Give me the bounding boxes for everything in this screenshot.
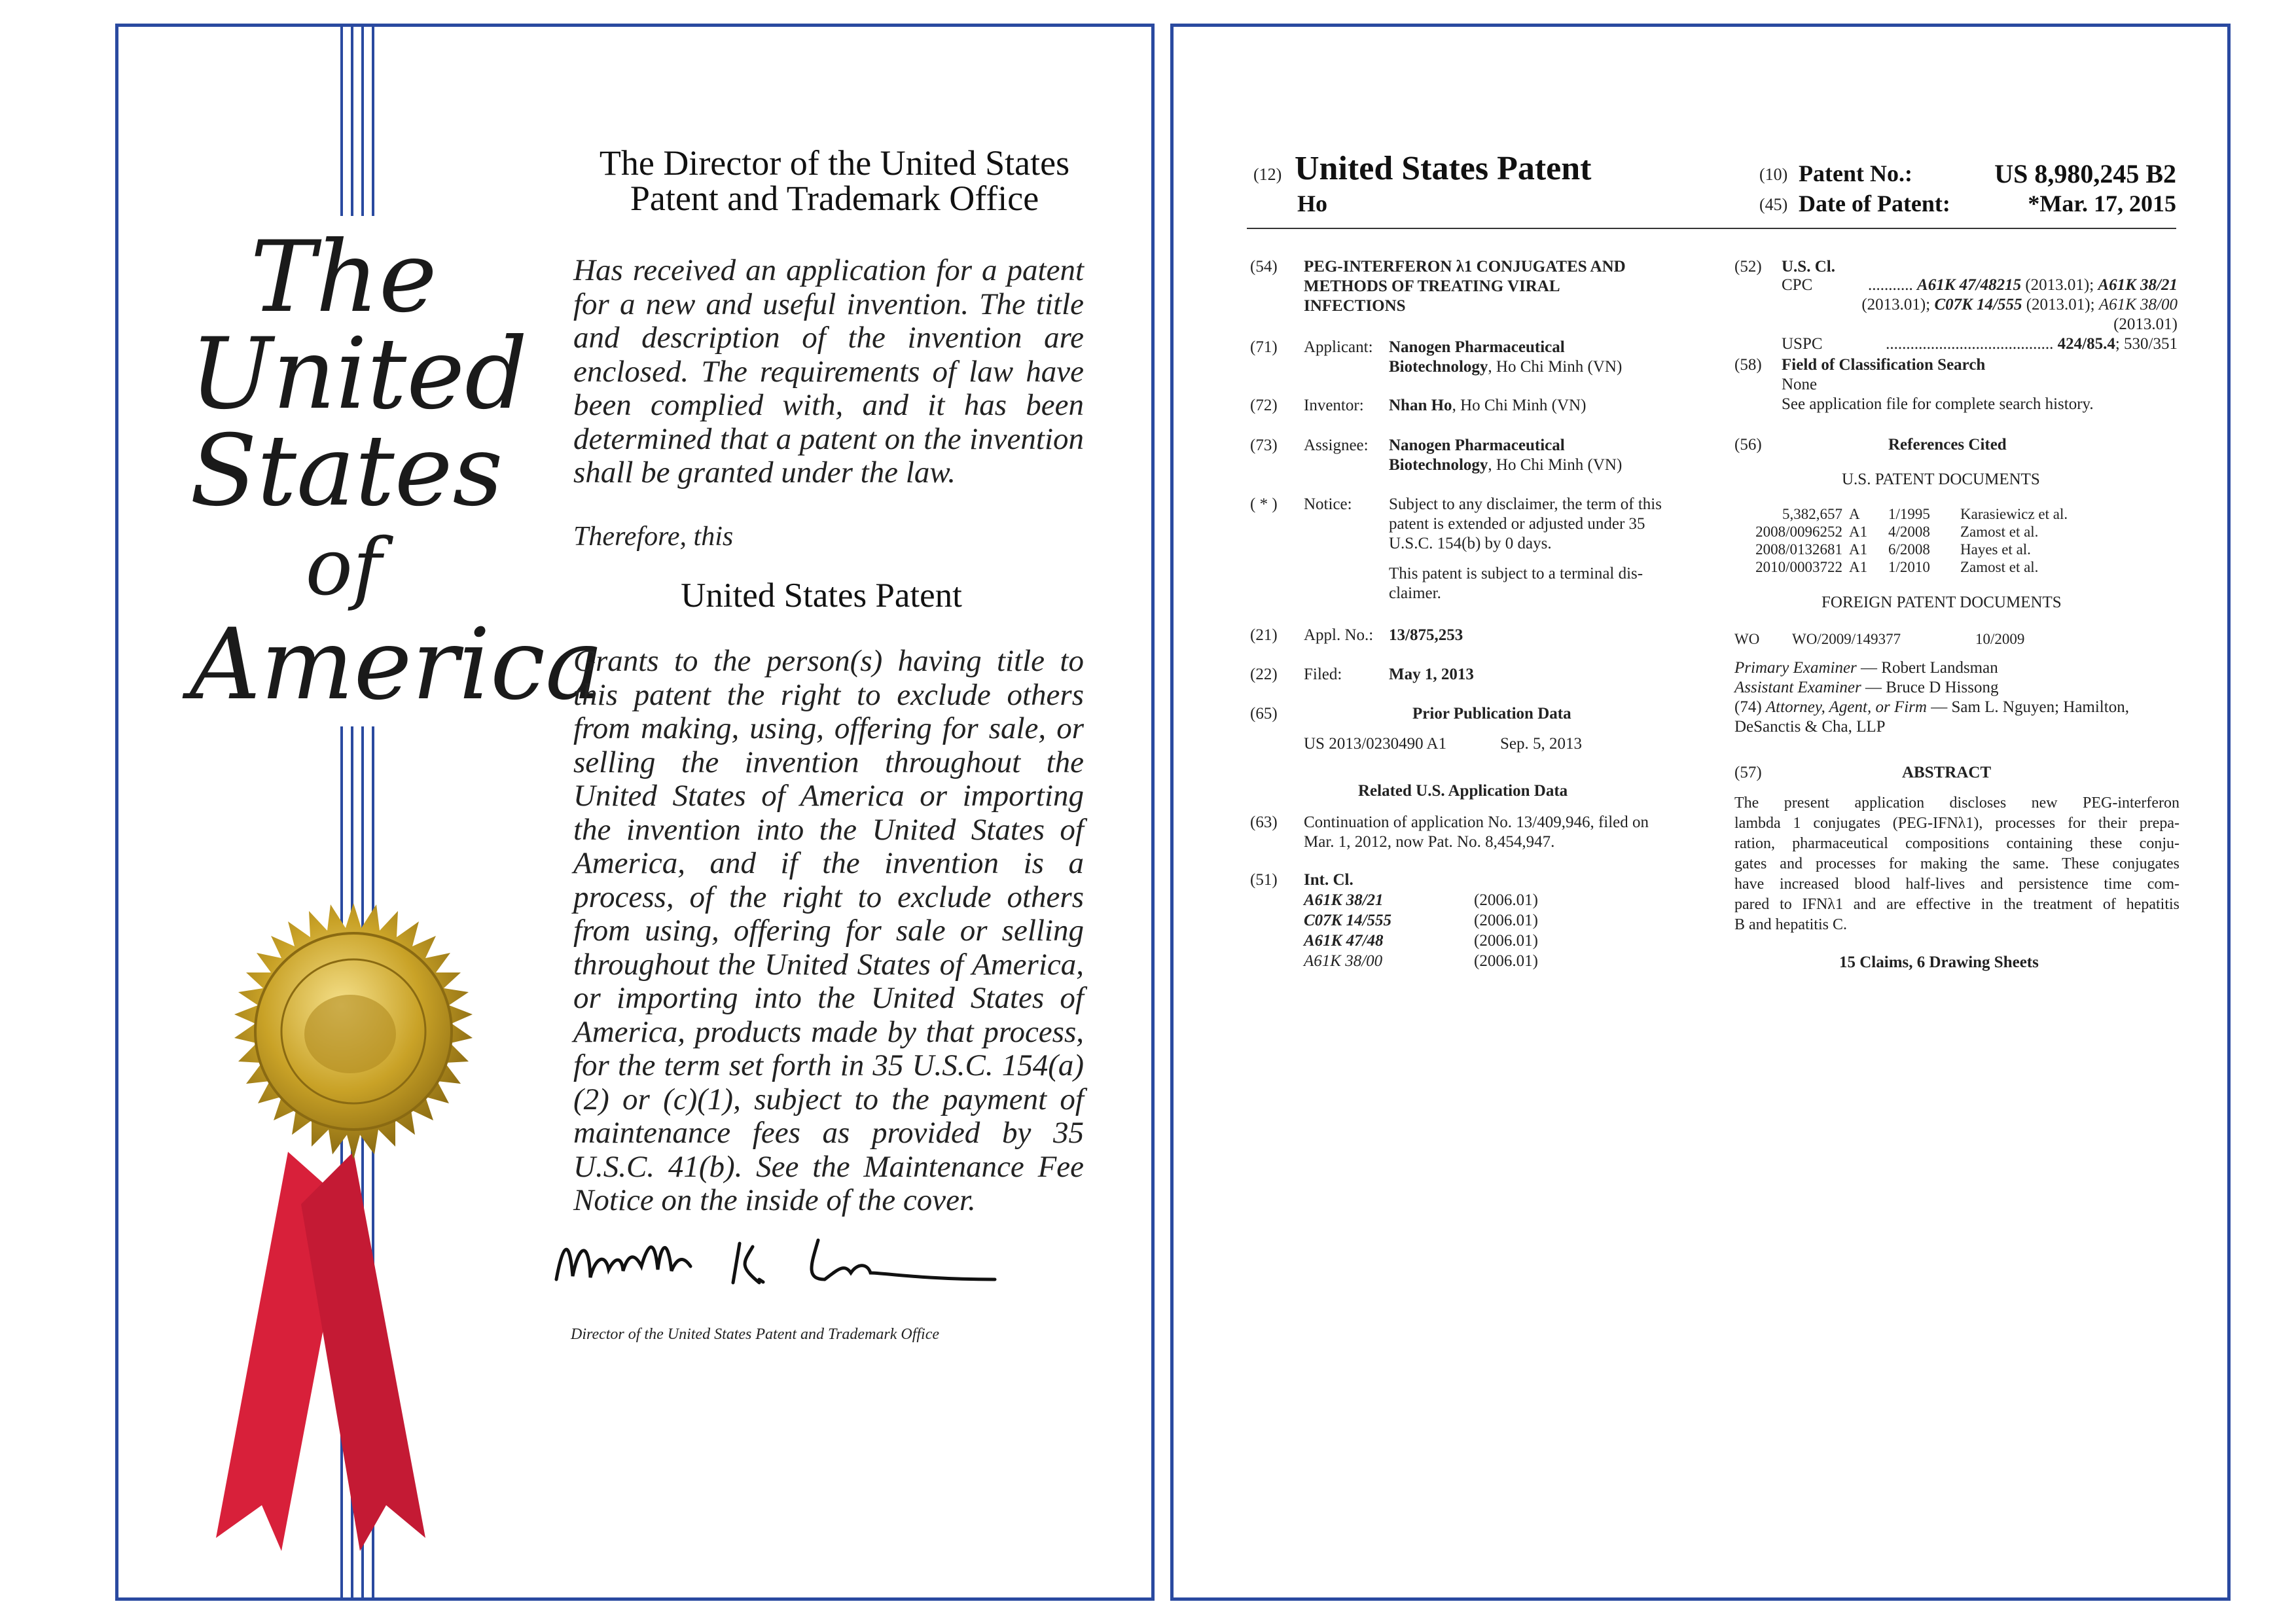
abstract-text [1734,793,2179,935]
field-none: None [1782,376,1818,393]
applicant-name-line: Biotechnology [1389,358,1488,376]
certificate-paragraph-1: Has received an application for a patent for a new and useful invention. The title and description of the invention are enclosed. The requirements of law have been complied with, and it has been determined that a patent on the invention shall be granted under the law. [573,253,1084,490]
us-doc-kind: A [1849,506,1860,522]
examiners [1734,658,2129,737]
intcl-row [1304,951,1538,971]
us-doc-kind: A1 [1849,524,1868,540]
code-21: (21) [1250,626,1278,644]
uspc-code: 424/85.4 [2057,335,2115,353]
claims-summary: 15 Claims, 6 Drawing Sheets [1839,954,2039,971]
code-52: (52) [1734,258,1762,276]
inventor-name: Nhan Ho [1389,397,1452,414]
cpc-code: A61K 38/00 [2098,296,2178,313]
us-doc-number: 2008/0096252 [1755,524,1842,540]
cpc-block [1782,276,2178,354]
us-doc-kind: A1 [1849,559,1868,575]
us-doc-name: Zamost et al. [1960,559,2039,575]
us-doc-name: Karasiewicz et al. [1960,506,2068,522]
code-58: (58) [1734,356,1762,374]
code-65: (65) [1250,705,1278,722]
notice-text [1389,495,1662,603]
related-text [1304,813,1649,852]
intcl-version: (2006.01) [1474,952,1538,970]
intcl-row [1304,931,1538,951]
field-label: Field of Classification Search [1782,356,1986,374]
assistant-examiner-name: — Bruce D Hissong [1861,679,1999,696]
signature-caption: Director of the United States Patent and Trademark Office [571,1326,940,1343]
title-line: INFECTIONS [1304,297,1406,315]
us-doc-date: 1/1995 [1888,506,1930,522]
attorney-name: — Sam L. Nguyen; Hamilton, [1926,698,2129,716]
applicant-location: , Ho Chi Minh (VN) [1488,358,1623,376]
country-title-line: America [190,608,604,722]
code-51: (51) [1250,871,1278,889]
us-doc-date: 4/2008 [1888,524,1930,540]
us-doc-row [1734,541,2068,558]
abstract-line: gates and processes for making the same. These conjugates [1734,855,2179,872]
us-docs-list [1734,505,2068,576]
us-docs-title: U.S. PATENT DOCUMENTS [1842,471,2040,488]
attorney-label: Attorney, Agent, or Firm [1765,698,1927,716]
code-57: (57) [1734,764,1762,781]
title-line: PEG-INTERFERON λ1 CONJUGATES AND [1304,258,1626,276]
director-heading-line: Patent and Trademark Office [630,179,1039,218]
abstract-line: The present application discloses new PEG-interferon [1734,794,2179,812]
country-title-line: United [190,317,528,431]
code-45: (45) [1759,195,1788,214]
gold-seal [190,890,517,1558]
cpc-version: (2013.01) [2113,315,2178,333]
abstract-line: have increased blood half-lives and persistence time com- [1734,876,2179,893]
intcl-code: C07K 14/555 [1304,912,1392,929]
assignee [1389,436,1622,475]
uspc-rest: ; 530/351 [2115,335,2178,353]
director-heading-line: The Director of the United States [599,143,1070,183]
us-doc-kind: A1 [1849,541,1868,558]
patent-date: *Mar. 17, 2015 [2028,190,2176,217]
intcl-code: A61K 47/48 [1304,932,1384,950]
us-doc-number: 2010/0003722 [1755,559,1842,575]
patent-no-label: Patent No.: [1799,160,1912,187]
cpc-dots: ........... [1868,276,1913,294]
foreign-docs-title: FOREIGN PATENT DOCUMENTS [1821,594,2062,611]
invention-title [1304,257,1626,316]
related-title: Related U.S. Application Data [1358,782,1568,800]
intcl-row [1304,910,1538,931]
cpc-version: (2013.01); [2021,276,2098,294]
appl-number: 13/875,253 [1389,626,1463,644]
refs-title: References Cited [1888,436,2007,454]
code-notice: ( * ) [1250,495,1278,513]
patent-number: US 8,980,245 B2 [1994,159,2176,188]
inventor-label: Inventor: [1304,397,1364,414]
code-72: (72) [1250,397,1278,414]
assistant-examiner-label: Assistant Examiner [1734,679,1861,696]
intcl-code: A61K 38/21 [1304,891,1384,909]
code-74: (74) [1734,698,1762,716]
notice-line: Subject to any disclaimer, the term of this [1389,495,1662,513]
cpc-code: A61K 47/48215 [1917,276,2022,294]
uscl-label: U.S. Cl. [1782,258,1835,276]
code-10: (10) [1759,165,1788,184]
attorney-name-line: DeSanctis & Cha, LLP [1734,718,1886,736]
code-71: (71) [1250,338,1278,356]
us-doc-row [1734,558,2068,576]
header-rule [1247,228,2176,229]
code-12: (12) [1253,165,1282,184]
patent-type: United States Patent [1295,150,1592,187]
us-doc-name: Hayes et al. [1960,541,2031,558]
intcl-code: A61K 38/00 [1304,952,1383,970]
inventor-short: Ho [1297,190,1328,217]
us-doc-name: Zamost et al. [1960,524,2039,540]
country-title-line: States [190,414,503,528]
us-doc-number: 2008/0132681 [1755,541,1842,558]
intcl-list [1304,890,1538,971]
country-title-line: The [250,221,437,334]
code-63: (63) [1250,813,1278,831]
abstract-line: B and hepatitis C. [1734,916,1847,933]
us-doc-number: 5,382,657 [1782,506,1842,522]
director-signature [543,1217,1001,1309]
assignee-label: Assignee: [1304,437,1369,454]
intcl-version: (2006.01) [1474,912,1538,929]
ribbon-right [301,1152,425,1551]
abstract-line: pared to IFNλ1 and are effective in the treatment of hepatitis [1734,896,2179,913]
us-doc-row [1734,523,2068,541]
abstract-line: ration, pharmaceutical compositions containing these conju- [1734,835,2179,852]
country-title [190,216,604,726]
foreign-doc-country: WO [1734,631,1760,647]
prior-pub-number: US 2013/0230490 A1 [1304,735,1447,753]
related-line: Mar. 1, 2012, now Pat. No. 8,454,947. [1304,833,1555,851]
inventor [1389,396,1586,416]
intcl-label: Int. Cl. [1304,871,1354,889]
abstract-title: ABSTRACT [1902,764,1992,781]
title-line: METHODS OF TREATING VIRAL [1304,277,1560,295]
date-label: Date of Patent: [1799,190,1950,217]
inventor-location: , Ho Chi Minh (VN) [1452,397,1587,414]
field-see: See application file for complete search history. [1782,395,2094,413]
field-search [1782,355,2094,414]
cpc-version: (2013.01); [1861,296,1935,313]
cpc-label: CPC [1782,276,1813,294]
cpc-version: (2013.01); [2022,296,2099,313]
certificate-patent-title: United States Patent [681,577,962,615]
assignee-name-line: Biotechnology [1389,456,1488,474]
notice-line: patent is extended or adjusted under 35 [1389,515,1645,533]
related-line: Continuation of application No. 13/409,946, filed on [1304,813,1649,831]
abstract-line: lambda 1 conjugates (PEG-IFNλ1), processes for their prepa- [1734,815,2179,832]
therefore-text: Therefore, this [573,522,734,552]
primary-examiner-label: Primary Examiner [1734,659,1857,677]
notice-line: U.S.C. 154(b) by 0 days. [1389,535,1552,552]
prior-pub-title: Prior Publication Data [1412,705,1571,722]
us-doc-row [1734,505,2068,523]
prior-pub-date: Sep. 5, 2013 [1500,735,1582,753]
uspc-dots: ......................................... [1886,335,2054,353]
applicant [1389,338,1622,377]
uspc-label: USPC [1782,335,1823,353]
us-doc-date: 1/2010 [1888,559,1930,575]
appl-label: Appl. No.: [1304,626,1374,644]
cpc-code: A61K 38/21 [2098,276,2178,294]
country-title-line: of [305,522,382,613]
applicant-label: Applicant: [1304,338,1373,356]
assignee-location: , Ho Chi Minh (VN) [1488,456,1623,474]
assignee-name-line: Nanogen Pharmaceutical [1389,437,1565,454]
director-heading [563,145,1106,216]
code-56: (56) [1734,436,1762,454]
foreign-doc-date: 10/2009 [1975,631,2025,647]
us-doc-date: 6/2008 [1888,541,1930,558]
intcl-version: (2006.01) [1474,932,1538,950]
notice-line: This patent is subject to a terminal dis- [1389,565,1643,582]
code-73: (73) [1250,437,1278,454]
intcl-version: (2006.01) [1474,891,1538,909]
primary-examiner-name: — Robert Landsman [1856,659,1998,677]
notice-label: Notice: [1304,495,1352,513]
foreign-doc-number: WO/2009/149377 [1792,631,1901,647]
intcl-row [1304,890,1538,910]
certificate-paragraph-2: Grants to the person(s) having title to this patent the right to exclude others from making, using, offering for sale, or selling the invention throughout the United States of America or importing the invention into the United States of America, and if the invention is a process, of the right to exclude others from using, offering for sale or selling throughout the United States of America, or importing into the United States of America, products made by that process, for the term set forth in 35 U.S.C. 154(a)(2) or (c)(1), subject to the payment of maintenance fees as provided by 35 U.S.C. 41(b). See the Maintenance Fee Notice on the inside of the cover. [573,644,1084,1217]
applicant-name-line: Nanogen Pharmaceutical [1389,338,1565,356]
filed-date: May 1, 2013 [1389,666,1474,683]
code-22: (22) [1250,666,1278,683]
foreign-doc-row [1734,630,2024,649]
filed-label: Filed: [1304,666,1342,683]
cpc-code: C07K 14/555 [1934,296,2022,313]
notice-line: claimer. [1389,584,1441,602]
code-54: (54) [1250,258,1278,276]
